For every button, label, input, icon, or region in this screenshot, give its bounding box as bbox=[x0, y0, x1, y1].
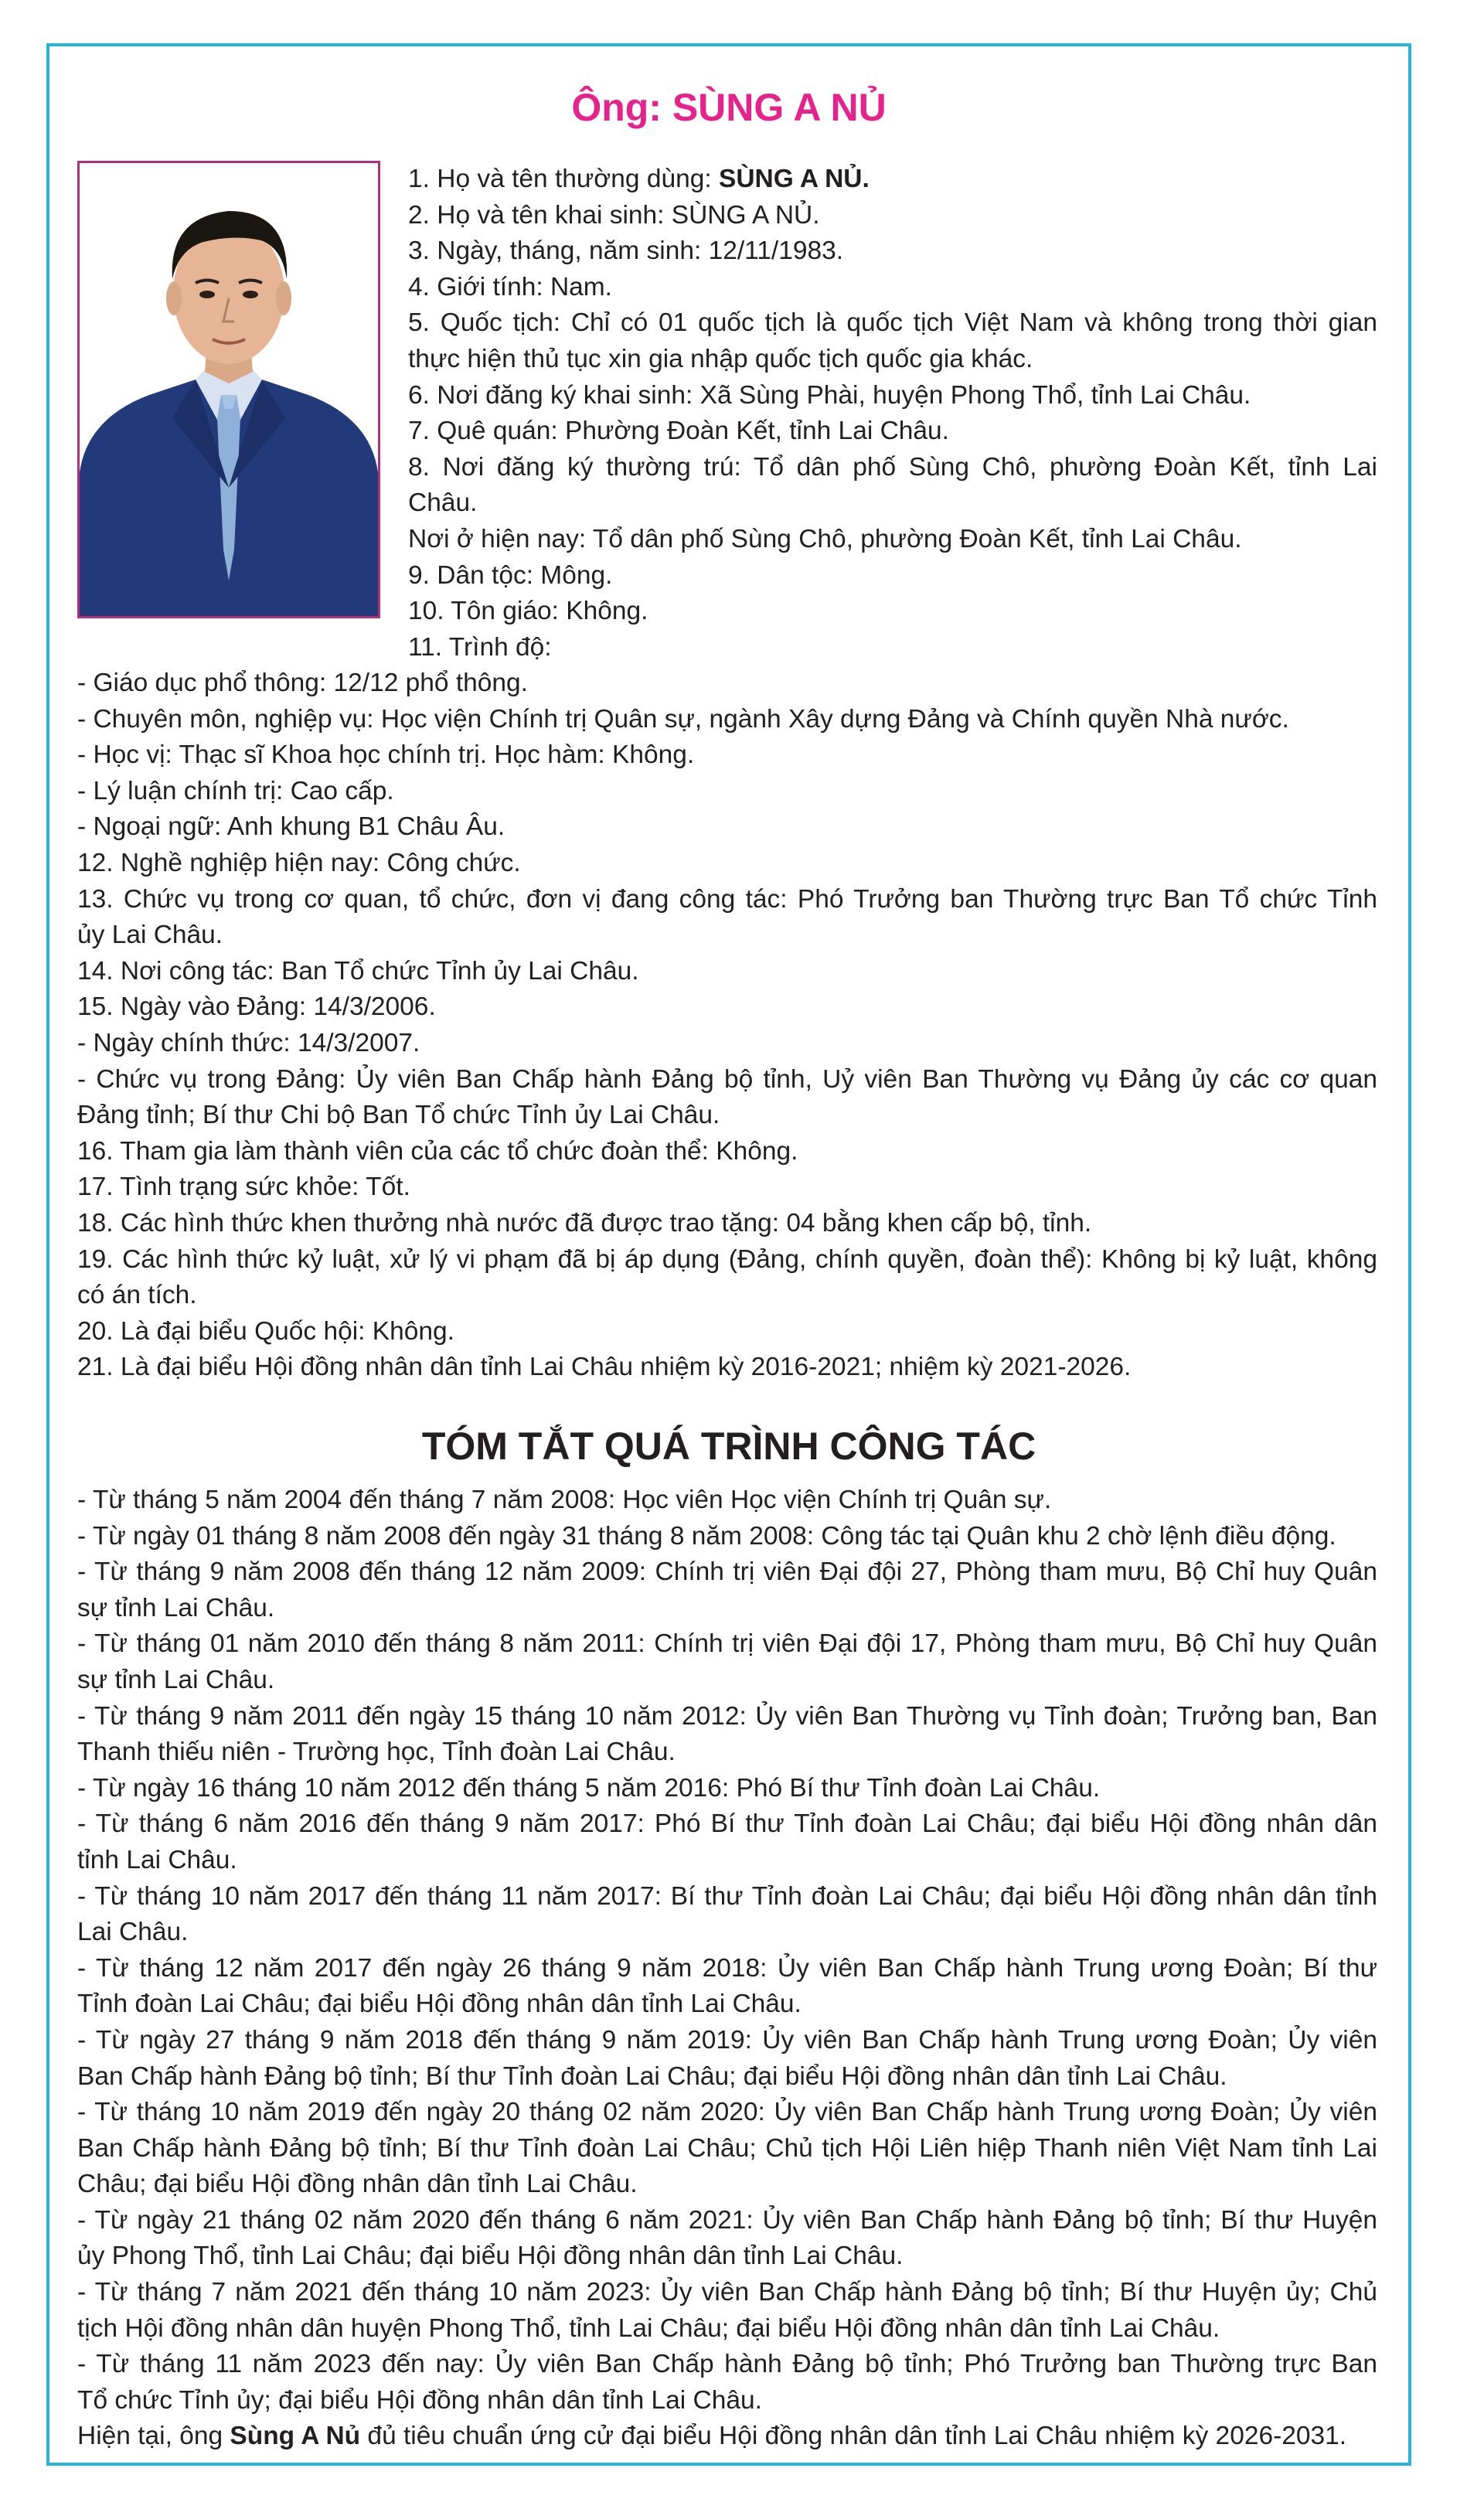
info-item-18: 18. Các hình thức khen thưởng nhà nước đã được trao tặng: 04 bằng khen cấp bộ, tỉnh. bbox=[77, 1208, 1092, 1237]
history-conclusion bbox=[77, 2419, 1377, 2455]
info-item-20: 20. Là đại biểu Quốc hội: Không. bbox=[77, 1316, 454, 1346]
info-item-11-degree: - Học vị: Thạc sĩ Khoa học chính trị. Học hàm: Không. bbox=[77, 740, 695, 770]
info-item-5-line-1: 5. Quốc tịch: Chỉ có 01 quốc tịch là quốc tịch Việt Nam và không trong thời gian bbox=[408, 308, 1377, 338]
info-item-7: 7. Quê quán: Phường Đoàn Kết, tỉnh Lai Châu. bbox=[408, 417, 949, 446]
history-item-1: - Từ tháng 5 năm 2004 đến tháng 7 năm 2008: Học viên Học viện Chính trị Quân sự. bbox=[77, 1486, 1052, 1514]
info-item-8-line-1: 8. Nơi đăng ký thường trú: Tổ dân phố Sùng Chô, phường Đoàn Kết, tỉnh Lai bbox=[408, 452, 1377, 482]
info-item-5-line-2: thực hiện thủ tục xin gia nhập quốc tịch quốc gia khác. bbox=[408, 344, 1033, 373]
history-item-3-line-1: - Từ tháng 9 năm 2008 đến tháng 12 năm 2009: Chính trị viên Đại đội 27, Phòng tham mưu, Bộ Chỉ huy Quân bbox=[77, 1557, 1377, 1587]
history-item-14-line-2: Tổ chức Tỉnh ủy; đại biểu Hội đồng nhân dân tỉnh Lai Châu. bbox=[77, 2385, 762, 2415]
conclusion-prefix: Hiện tại, ông bbox=[77, 2422, 230, 2451]
info-item-21: 21. Là đại biểu Hội đồng nhân dân tỉnh Lai Châu nhiệm kỳ 2016-2021; nhiệm kỳ 2021-2026. bbox=[77, 1353, 1132, 1382]
history-item-3-line-2: sự tỉnh Lai Châu. bbox=[77, 1593, 275, 1622]
conclusion-suffix: đủ tiêu chuẩn ứng cử đại biểu Hội đồng nhân dân tỉnh Lai Châu nhiệm kỳ 2026-2031. bbox=[360, 2422, 1347, 2451]
history-item-5-line-2: Thanh thiếu niên - Trường học, Tỉnh đoàn Lai Châu. bbox=[77, 1738, 676, 1767]
info-item-15: 15. Ngày vào Đảng: 14/3/2006. bbox=[77, 992, 436, 1022]
info-item-14: 14. Nơi công tác: Ban Tổ chức Tỉnh ủy Lai Châu. bbox=[77, 956, 639, 986]
info-item-6: 6. Nơi đăng ký khai sinh: Xã Sùng Phài, huyện Phong Thổ, tỉnh Lai Châu. bbox=[408, 380, 1251, 410]
history-item-4-line-2: sự tỉnh Lai Châu. bbox=[77, 1665, 275, 1694]
info-item-19-line-2: có án tích. bbox=[77, 1281, 197, 1310]
history-item-10-line-1: - Từ ngày 27 tháng 9 năm 2018 đến tháng 9 năm 2019: Ủy viên Ban Chấp hành Trung ương Đoàn; Ủy viên bbox=[77, 2025, 1377, 2055]
personal-info-main bbox=[77, 666, 1377, 1386]
info-item-19-line-1: 19. Các hình thức kỷ luật, xử lý vi phạm đã bị áp dụng (Đảng, chính quyền, đoàn thể): Không bị kỷ luật, không bbox=[77, 1244, 1377, 1274]
info-item-8-line-2: Châu. bbox=[408, 489, 478, 518]
history-item-11-line-2: Ban Chấp hành Đảng bộ tỉnh; Bí thư Tỉnh đoàn Lai Châu; Chủ tịch Hội Liên hiệp Thanh niên Việt Nam tỉnh Lai bbox=[77, 2133, 1377, 2163]
info-item-11-political-theory: - Lý luận chính trị: Cao cấp. bbox=[77, 776, 394, 805]
history-item-4-line-1: - Từ tháng 01 năm 2010 đến tháng 8 năm 2011: Chính trị viên Đại đội 17, Phòng tham mưu, Bộ Chỉ huy Quân bbox=[77, 1629, 1377, 1659]
history-item-11-line-3: Châu; đại biểu Hội đồng nhân dân tỉnh Lai Châu. bbox=[77, 2170, 638, 2199]
info-item-8-current-address: Nơi ở hiện nay: Tổ dân phố Sùng Chô, phường Đoàn Kết, tỉnh Lai Châu. bbox=[408, 524, 1242, 553]
info-item-11-general-education: - Giáo dục phổ thông: 12/12 phổ thông. bbox=[77, 669, 528, 697]
history-item-13-line-2: tịch Hội đồng nhân dân huyện Phong Thổ, tỉnh Lai Châu; đại biểu Hội đồng nhân dân tỉnh Lai Châu. bbox=[77, 2313, 1220, 2343]
info-item-13-line-1: 13. Chức vụ trong cơ quan, tổ chức, đơn vị đang công tác: Phó Trưởng ban Thường trực Ban Tổ chức Tỉnh bbox=[77, 884, 1377, 914]
history-item-8-line-1: - Từ tháng 10 năm 2017 đến tháng 11 năm 2017: Bí thư Tỉnh đoàn Lai Châu; đại biểu Hội đồng nhân dân tỉnh bbox=[77, 1881, 1377, 1911]
portrait-photo bbox=[77, 161, 380, 618]
info-item-13-line-2: ủy Lai Châu. bbox=[77, 921, 223, 950]
history-item-8-line-2: Lai Châu. bbox=[77, 1918, 189, 1947]
info-item-1-value: SÙNG A NỦ. bbox=[718, 165, 870, 193]
personal-info-top bbox=[408, 162, 1377, 666]
history-item-5-line-1: - Từ tháng 9 năm 2011 đến ngày 15 tháng 10 năm 2012: Ủy viên Ban Thường vụ Tỉnh đoàn; Trưởng ban, Ban bbox=[77, 1701, 1377, 1731]
history-item-10-line-2: Ban Chấp hành Đảng bộ tỉnh; Bí thư Tỉnh đoàn Lai Châu; đại biểu Hội đồng nhân dân tỉnh Lai Châu. bbox=[77, 2061, 1227, 2091]
info-item-10: 10. Tôn giáo: Không. bbox=[408, 597, 648, 626]
info-item-15-party-position-line-1: - Chức vụ trong Đảng: Ủy viên Ban Chấp hành Đảng bộ tỉnh, Uỷ viên Ban Thường vụ Đảng ủy các cơ quan bbox=[77, 1064, 1377, 1094]
info-item-11: 11. Trình độ: bbox=[408, 632, 552, 662]
info-item-15-official-date: - Ngày chính thức: 14/3/2007. bbox=[77, 1028, 420, 1057]
history-item-9-line-2: Tỉnh đoàn Lai Châu; đại biểu Hội đồng nhân dân tỉnh Lai Châu. bbox=[77, 1990, 802, 2019]
history-item-6: - Từ ngày 16 tháng 10 năm 2012 đến tháng 5 năm 2016: Phó Bí thư Tỉnh đoàn Lai Châu. bbox=[77, 1773, 1101, 1803]
work-history bbox=[77, 1483, 1377, 2455]
history-item-2: - Từ ngày 01 tháng 8 năm 2008 đến ngày 31 tháng 8 năm 2008: Công tác tại Quân khu 2 chờ lệnh điều động. bbox=[77, 1521, 1336, 1551]
conclusion-name: Sùng A Nủ bbox=[230, 2422, 361, 2451]
history-item-14-line-1: - Từ tháng 11 năm 2023 đến nay: Ủy viên Ban Chấp hành Đảng bộ tỉnh; Phó Trưởng ban Thường trực Ban bbox=[77, 2350, 1377, 2379]
info-item-1 bbox=[408, 162, 1377, 198]
history-item-7-line-1: - Từ tháng 6 năm 2016 đến tháng 9 năm 2017: Phó Bí thư Tỉnh đoàn Lai Châu; đại biểu Hội đồng nhân dân bbox=[77, 1809, 1377, 1839]
info-item-3: 3. Ngày, tháng, năm sinh: 12/11/1983. bbox=[408, 237, 844, 266]
info-item-16: 16. Tham gia làm thành viên của các tổ chức đoàn thể: Không. bbox=[77, 1136, 798, 1166]
info-item-15-party-position-line-2: Đảng tỉnh; Bí thư Chi bộ Ban Tổ chức Tỉnh ủy Lai Châu. bbox=[77, 1101, 720, 1130]
history-item-12-line-1: - Từ ngày 21 tháng 02 năm 2020 đến tháng 6 năm 2021: Ủy viên Ban Chấp hành Đảng bộ tỉnh; Bí thư Huyện bbox=[77, 2205, 1377, 2235]
history-item-12-line-2: ủy Phong Thổ, tỉnh Lai Châu; đại biểu Hội đồng nhân dân tỉnh Lai Châu. bbox=[77, 2242, 904, 2271]
history-item-11-line-1: - Từ tháng 10 năm 2019 đến ngày 20 tháng 02 năm 2020: Ủy viên Ban Chấp hành Trung ương Đoàn; Ủy viên bbox=[77, 2098, 1377, 2127]
info-item-17: 17. Tình trạng sức khỏe: Tốt. bbox=[77, 1173, 410, 1202]
portrait-image bbox=[80, 163, 378, 616]
history-item-9-line-1: - Từ tháng 12 năm 2017 đến ngày 26 tháng 9 năm 2018: Ủy viên Ban Chấp hành Trung ương Đoàn; Bí thư bbox=[77, 1953, 1377, 1983]
history-item-13-line-1: - Từ tháng 7 năm 2021 đến tháng 10 năm 2023: Ủy viên Ban Chấp hành Đảng bộ tỉnh; Bí thư Huyện ủy; Chủ bbox=[77, 2278, 1377, 2307]
info-item-2: 2. Họ và tên khai sinh: SÙNG A NỦ. bbox=[408, 200, 820, 230]
page-title: Ông: SÙNG A NỦ bbox=[571, 86, 887, 129]
info-item-11-foreign-language: - Ngoại ngữ: Anh khung B1 Châu Âu. bbox=[77, 812, 505, 842]
history-item-7-line-2: tỉnh Lai Châu. bbox=[77, 1845, 237, 1874]
info-item-4: 4. Giới tính: Nam. bbox=[408, 272, 612, 301]
info-item-12: 12. Nghề nghiệp hiện nay: Công chức. bbox=[77, 848, 521, 877]
info-item-1-label: 1. Họ và tên thường dùng: bbox=[408, 165, 719, 193]
info-item-11-specialty: - Chuyên môn, nghiệp vụ: Học viện Chính trị Quân sự, ngành Xây dựng Đảng và Chính quyền Nhà nước. bbox=[77, 704, 1289, 734]
history-heading: TÓM TẮT QUÁ TRÌNH CÔNG TÁC bbox=[421, 1425, 1036, 1468]
info-item-9: 9. Dân tộc: Mông. bbox=[408, 560, 613, 590]
